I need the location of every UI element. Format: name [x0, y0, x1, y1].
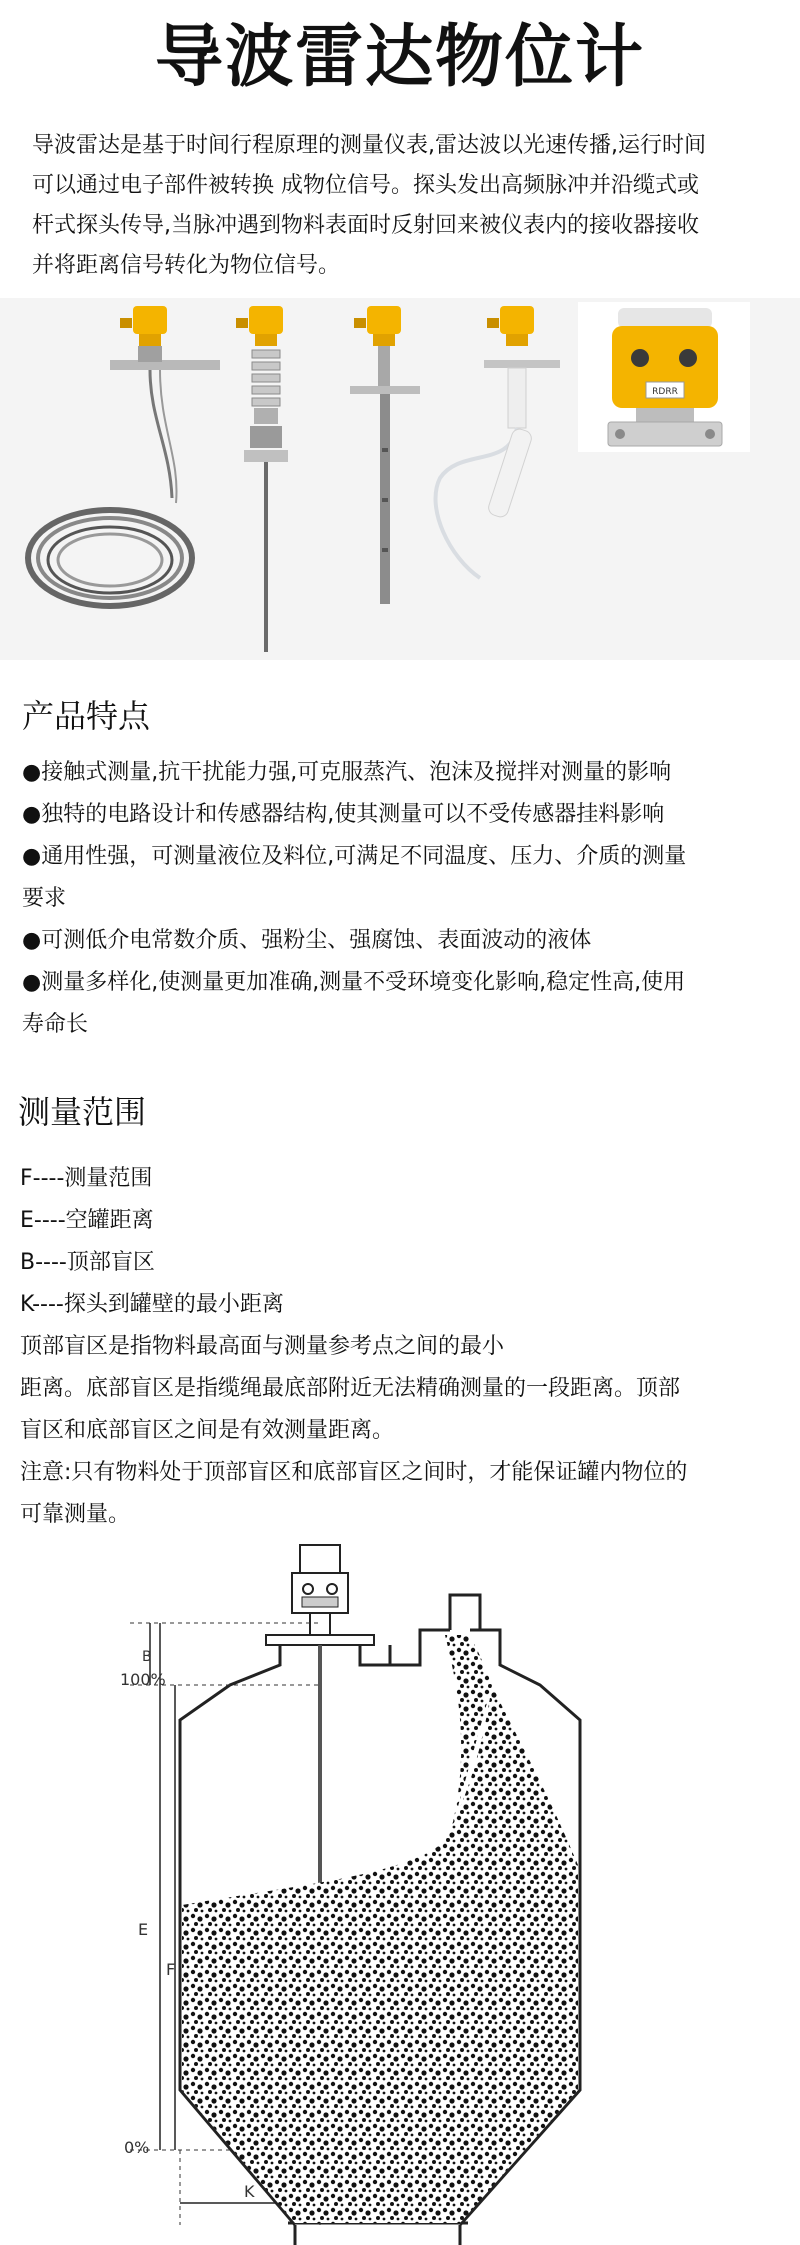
- feature-line: 要求: [22, 886, 67, 911]
- feature-item: [22, 752, 782, 794]
- intro-line: 杆式探头传导,当脉冲遇到物料表面时反射回来被仪表内的接收器接收: [32, 213, 699, 238]
- intro-line: 可以通过电子部件被转换 成物位信号。探头发出高频脉冲并沿缆式或: [32, 173, 699, 198]
- label-k: K: [244, 2182, 255, 2201]
- label-f: F: [166, 1960, 176, 1979]
- features-heading: 产品特点: [22, 697, 151, 735]
- instrument-head-drawing: [266, 1545, 374, 1645]
- label-0-percent: 0%: [124, 2138, 150, 2157]
- feature-item: [22, 920, 782, 962]
- feature-line: ●通用性强，可测量液位及料位,可满足不同温度、压力、介质的测量: [22, 844, 687, 869]
- intro-line: 并将距离信号转化为物位信号。: [32, 253, 341, 278]
- material-fill: [182, 1685, 578, 2223]
- range-line: F----测量范围: [20, 1166, 153, 1191]
- radar-head-closeup-image: [578, 302, 750, 452]
- range-line: 顶部盲区是指物料最高面与测量参考点之间的最小: [20, 1334, 505, 1359]
- range-line: 注意:只有物料处于顶部盲区和底部盲区之间时，才能保证罐内物位的: [20, 1460, 688, 1485]
- feature-item: [22, 962, 782, 1046]
- page-title: 导波雷达物位计: [154, 18, 645, 97]
- feature-item: [22, 794, 782, 836]
- feature-item: [22, 836, 782, 920]
- feature-line: 寿命长: [22, 1012, 89, 1037]
- range-line: B----顶部盲区: [20, 1250, 155, 1275]
- range-line: E----空罐距离: [20, 1208, 154, 1233]
- feature-line: ●独特的电路设计和传感器结构,使其测量可以不受传感器挂料影响: [22, 802, 665, 827]
- range-line: 距离。底部盲区是指缆绳最底部附近无法精确测量的一段距离。顶部: [20, 1376, 681, 1401]
- label-b: B: [142, 1649, 152, 1665]
- tank-measurement-diagram: [120, 1535, 700, 2245]
- intro-paragraph: [32, 126, 772, 286]
- label-e: E: [138, 1920, 149, 1939]
- label-100-percent: 100%: [120, 1670, 166, 1689]
- feature-line: ●可测低介电常数介质、强粉尘、强腐蚀、表面波动的液体: [22, 928, 592, 953]
- range-line: K----探头到罐壁的最小距离: [20, 1292, 284, 1317]
- range-heading: 测量范围: [18, 1093, 147, 1131]
- range-text: [20, 1158, 790, 1536]
- intro-line: 导波雷达是基于时间行程原理的测量仪表,雷达波以光速传播,运行时间: [32, 133, 706, 158]
- features-list: [22, 752, 782, 1046]
- product-head-label: RDRR: [652, 387, 678, 397]
- range-line: 盲区和底部盲区之间是有效测量距离。: [20, 1418, 395, 1443]
- range-line: 可靠测量。: [20, 1502, 131, 1527]
- feature-line: ●测量多样化,使测量更加准确,测量不受环境变化影响,稳定性高,使用: [22, 970, 686, 995]
- product-photo-strip: [0, 298, 800, 660]
- feature-line: ●接触式测量,抗干扰能力强,可克服蒸汽、泡沫及搅拌对测量的影响: [22, 760, 672, 785]
